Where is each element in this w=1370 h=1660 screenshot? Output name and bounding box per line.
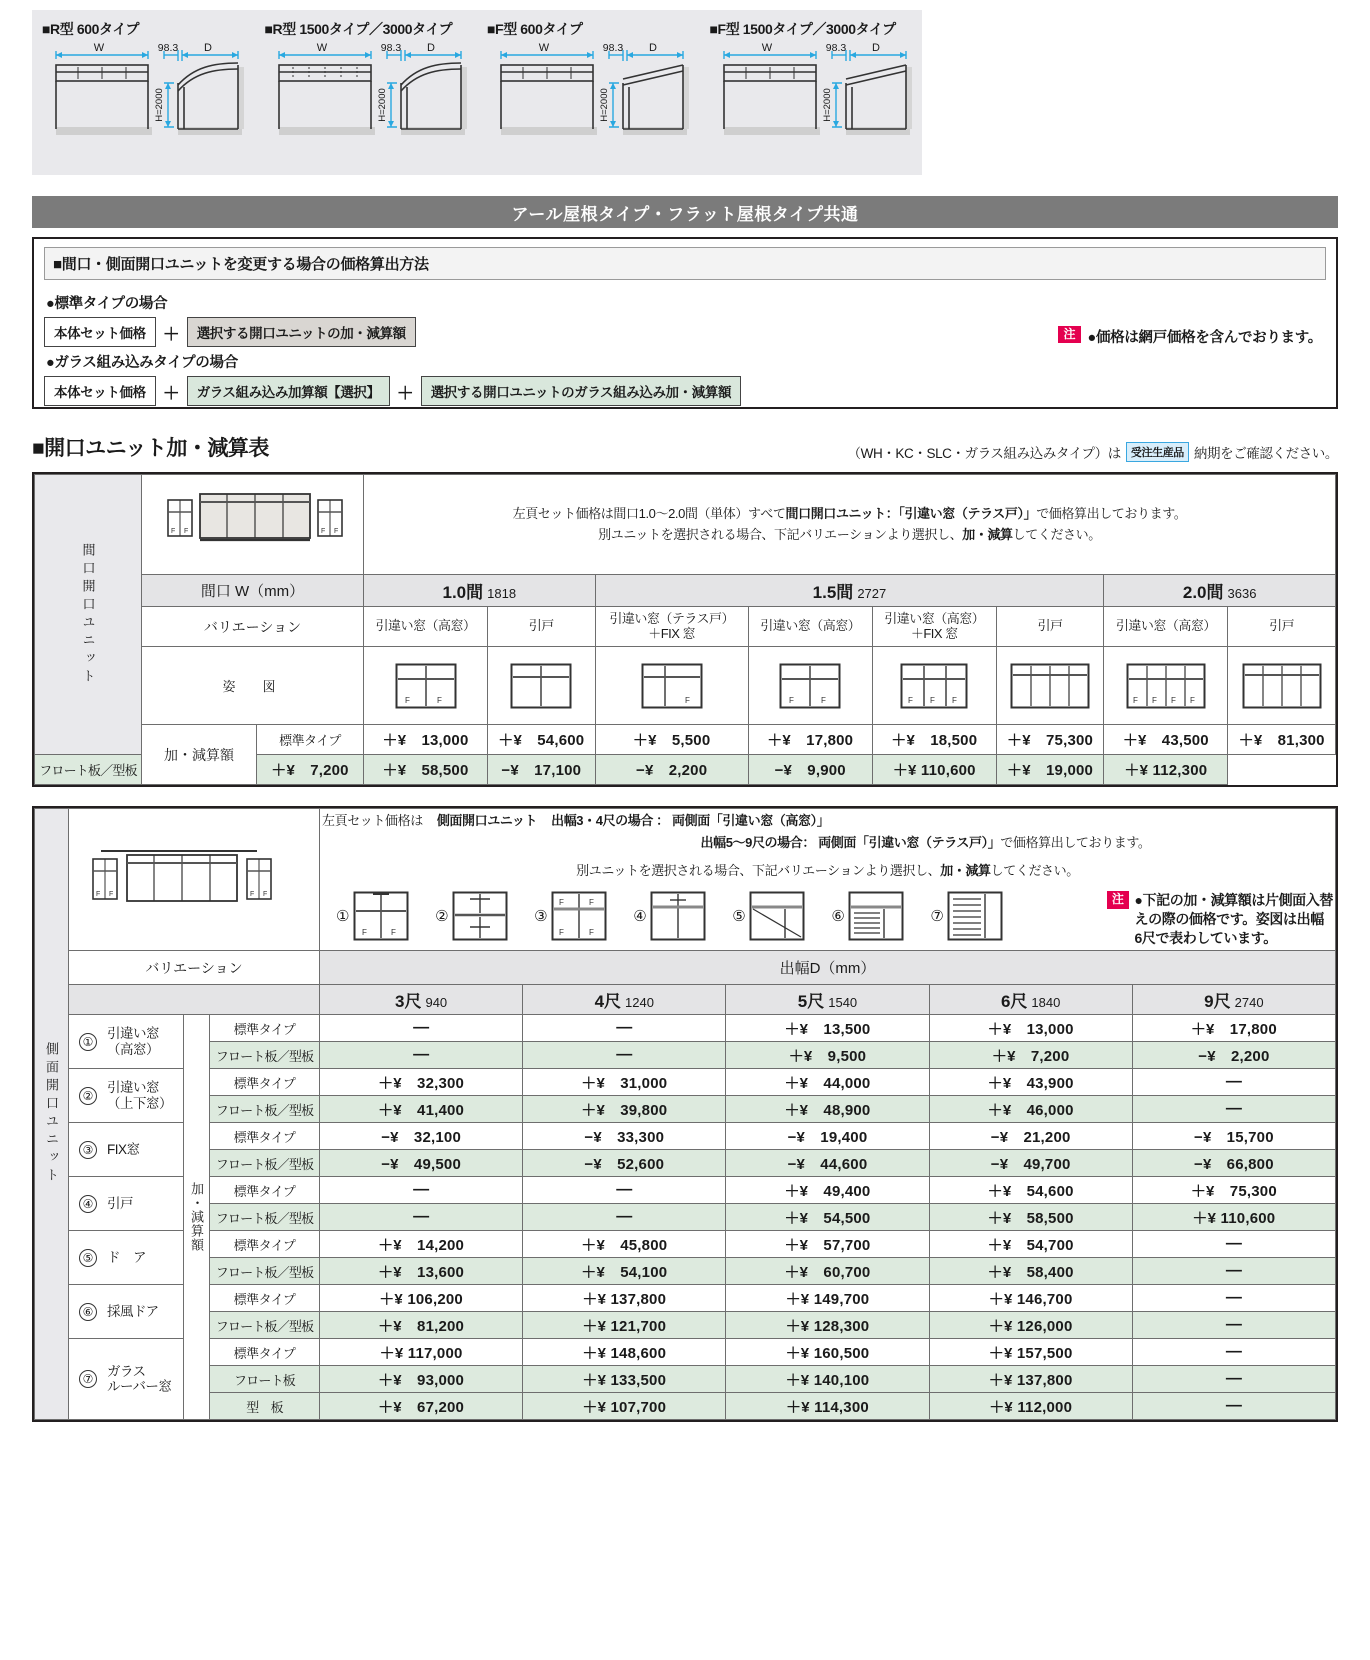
price-cell: ＋¥ 140,100 xyxy=(726,1366,929,1393)
depth-value-5: 9尺 2740 xyxy=(1132,985,1335,1015)
svg-text:F: F xyxy=(559,898,564,908)
side-desc-line-3: 別ユニットを選択される場合、下記バリエーションより選択し、加・減算してください。 xyxy=(576,863,1079,879)
side-variation-5 xyxy=(732,891,805,941)
side-group-6 xyxy=(69,1285,184,1339)
price-cell: ＋¥ 81,300 xyxy=(1228,725,1336,755)
side-unit-note-text: ●下記の加・減算額は片側面入替 えの際の価格です。姿図は出幅 6尺で表わしています。 xyxy=(1134,892,1333,947)
svg-text:F: F xyxy=(321,527,326,535)
price-cell: ＋¥ 43,900 xyxy=(929,1069,1132,1096)
table-row xyxy=(35,1393,1336,1420)
price-cell: ＋¥ 7,200 xyxy=(929,1042,1132,1069)
price-cell: −¥ 32,100 xyxy=(320,1123,523,1150)
price-cell: −¥ 49,500 xyxy=(320,1150,523,1177)
price-cell: ＋¥ 106,200 xyxy=(320,1285,523,1312)
price-row-label: フロート板／型板 xyxy=(210,1150,320,1177)
price-cell: −¥ 66,800 xyxy=(1132,1150,1335,1177)
variation-name-6: 引戸 xyxy=(996,607,1104,647)
svg-text:F: F xyxy=(436,695,442,705)
formula-glass-add: ガラス組み込み加算額【選択】 xyxy=(187,376,390,406)
price-cell: ＋¥ 157,500 xyxy=(929,1339,1132,1366)
banner-title: アール屋根タイプ・フラット屋根タイプ共通 xyxy=(511,204,859,224)
roof-elevation-diagram xyxy=(265,39,472,149)
method-note xyxy=(1058,326,1322,347)
svg-text:F: F xyxy=(109,890,114,898)
price-row-label: フロート板 xyxy=(210,1366,320,1393)
price-cell: ＋¥ 110,600 xyxy=(872,755,996,785)
group-label: 引戸 xyxy=(107,1195,133,1211)
side-variation-1 xyxy=(336,891,409,941)
svg-text:D: D xyxy=(426,42,435,54)
made-to-order-note xyxy=(848,442,1338,462)
note-suffix: 納期をご確認ください。 xyxy=(1193,446,1338,461)
price-cell: ＋¥ 54,700 xyxy=(929,1231,1132,1258)
price-cell: ＋¥ 146,700 xyxy=(929,1285,1132,1312)
price-cell: — xyxy=(1132,1096,1335,1123)
variation-figure-6 xyxy=(996,647,1104,725)
depth-value-3: 5尺 1540 xyxy=(726,985,929,1015)
depth-value-2: 4尺 1240 xyxy=(523,985,726,1015)
variation-name-3: 引違い窓（テラス戸） ＋FIX 窓 xyxy=(595,607,748,647)
side-variation-icons xyxy=(322,891,1003,941)
price-cell: ＋¥ 114,300 xyxy=(726,1393,929,1420)
price-cell: ＋¥ 7,200 xyxy=(257,755,364,785)
price-row-label: 標準タイプ xyxy=(210,1069,320,1096)
svg-text:F: F xyxy=(589,928,594,938)
price-cell: ＋¥ 148,600 xyxy=(523,1339,726,1366)
variation-name-5: 引違い窓（高窓） ＋FIX 窓 xyxy=(872,607,996,647)
roof-type-title: ■F型 600タイプ xyxy=(487,21,583,37)
price-row-label: 標準タイプ xyxy=(210,1285,320,1312)
variation-number: ⑦ xyxy=(930,907,944,925)
table-row xyxy=(35,1096,1336,1123)
table-row xyxy=(35,1231,1336,1258)
roof-type-strip xyxy=(32,10,922,175)
price-cell: ＋¥ 39,800 xyxy=(523,1096,726,1123)
sugata-label: 姿 図 xyxy=(142,647,364,725)
side-variation-6 xyxy=(831,891,904,941)
variation-number: ⑤ xyxy=(732,907,746,925)
price-cell: ＋¥ 41,400 xyxy=(320,1096,523,1123)
price-cell: — xyxy=(1132,1393,1335,1420)
price-cell: — xyxy=(320,1042,523,1069)
variation-name-2: 引戸 xyxy=(488,607,596,647)
svg-text:F: F xyxy=(559,928,564,938)
group-number: ⑦ xyxy=(79,1370,97,1388)
variation-number: ④ xyxy=(633,907,647,925)
price-method-box xyxy=(32,237,1338,409)
svg-text:F: F xyxy=(250,890,255,898)
price-row-label: 標準タイプ xyxy=(210,1123,320,1150)
svg-text:F: F xyxy=(96,890,101,898)
frontage-width-1: 1.0間 1818 xyxy=(364,575,596,607)
svg-text:F: F xyxy=(362,928,367,938)
table-row xyxy=(35,607,1336,647)
price-cell: −¥ 21,200 xyxy=(929,1123,1132,1150)
group-number: ② xyxy=(79,1087,97,1105)
side-unit-table xyxy=(32,806,1338,1422)
variation-number: ③ xyxy=(534,907,548,925)
svg-text:F: F xyxy=(184,527,189,535)
svg-text:98.3: 98.3 xyxy=(602,42,624,54)
svg-text:F: F xyxy=(821,695,827,705)
price-cell: −¥ 49,700 xyxy=(929,1150,1132,1177)
variation-figure-3 xyxy=(595,647,748,725)
svg-text:H=2000: H=2000 xyxy=(599,88,610,122)
price-cell: ＋¥ 107,700 xyxy=(523,1393,726,1420)
made-to-order-badge: 受注生産品 xyxy=(1126,442,1189,462)
desc-line-2: 別ユニットを選択される場合、下記バリエーションより選択し、加・減算してください。 xyxy=(598,526,1101,542)
svg-text:98.3: 98.3 xyxy=(380,42,401,54)
side-desc-line-2: 出幅5～9尺の場合： 両側面「引違い窓（テラス戸）」で価格算出しております。 xyxy=(700,835,1151,851)
frontage-unit-picture xyxy=(142,475,364,575)
table-row xyxy=(35,647,1336,725)
price-cell: — xyxy=(320,1015,523,1042)
svg-text:H=2000: H=2000 xyxy=(821,88,833,122)
formula-base-price-glass: 本体セット価格 xyxy=(44,376,156,406)
price-row-label: 標準タイプ xyxy=(210,1177,320,1204)
table-row xyxy=(35,1150,1336,1177)
price-cell: −¥ 15,700 xyxy=(1132,1123,1335,1150)
price-cell: ＋¥ 14,200 xyxy=(320,1231,523,1258)
depth-row-spacer xyxy=(69,985,320,1015)
side-variation-2 xyxy=(435,891,508,941)
svg-text:W: W xyxy=(316,42,327,54)
price-cell: −¥ 52,600 xyxy=(523,1150,726,1177)
svg-text:W: W xyxy=(93,42,105,54)
price-cell: ＋¥ 160,500 xyxy=(726,1339,929,1366)
roof-elevation-diagram xyxy=(710,39,917,149)
group-label: ド ア xyxy=(107,1249,146,1265)
price-cell: — xyxy=(1132,1258,1335,1285)
price-cell: — xyxy=(523,1177,726,1204)
svg-text:F: F xyxy=(789,695,795,705)
variation-figure-1 xyxy=(364,647,488,725)
table-row xyxy=(35,1366,1336,1393)
price-cell: −¥ 19,400 xyxy=(726,1123,929,1150)
side-desc-line-1: 左頁セット価格は 側面開口ユニット 出幅3・4尺の場合 ： 両側面「引違い窓（高窓）」 xyxy=(322,813,830,828)
depth-value-1: 3尺 940 xyxy=(320,985,523,1015)
glass-type-label: ●ガラス組み込みタイプの場合 xyxy=(46,355,238,371)
price-row-label: 標準タイプ xyxy=(210,1231,320,1258)
price-cell: ＋¥ 121,700 xyxy=(523,1312,726,1339)
price-cell: — xyxy=(1132,1339,1335,1366)
price-cell: — xyxy=(320,1177,523,1204)
plus-sign-2: ＋ xyxy=(162,383,180,403)
price-cell: −¥ 9,900 xyxy=(748,755,872,785)
svg-text:98.3: 98.3 xyxy=(825,42,846,54)
price-cell: ＋¥ 54,100 xyxy=(523,1258,726,1285)
price-cell: ＋¥ 57,700 xyxy=(726,1231,929,1258)
price-cell: ＋¥ 17,800 xyxy=(1132,1015,1335,1042)
price-cell: — xyxy=(320,1204,523,1231)
price-cell: ＋¥ 133,500 xyxy=(523,1366,726,1393)
price-row-label: 型 板 xyxy=(210,1393,320,1420)
price-cell: ＋¥ 112,000 xyxy=(929,1393,1132,1420)
formula-glass-unit-adjust: 選択する開口ユニットのガラス組み込み加・減算額 xyxy=(421,376,741,406)
price-cell: ＋¥ 54,500 xyxy=(726,1204,929,1231)
price-row-label-2: フロート板／型板 xyxy=(35,755,142,785)
svg-text:F: F xyxy=(930,695,936,705)
variation-figure-7 xyxy=(1104,647,1228,725)
group-label: ガラス ルーバー窓 xyxy=(107,1363,172,1395)
table-row xyxy=(35,725,1336,755)
variation-figure-8 xyxy=(1228,647,1336,725)
note-prefix: （WH・KC・SLC・ガラス組み込みタイプ）は xyxy=(847,446,1121,461)
price-cell: ＋¥ 117,000 xyxy=(320,1339,523,1366)
method-note-text: ●価格は網戸価格を含んでおります。 xyxy=(1087,330,1322,346)
price-cell: ＋¥ 93,000 xyxy=(320,1366,523,1393)
price-row-label: フロート板／型板 xyxy=(210,1258,320,1285)
group-label: 引違い窓 （高窓） xyxy=(107,1026,159,1057)
svg-text:F: F xyxy=(263,890,268,898)
price-cell: ＋¥ 58,400 xyxy=(929,1258,1132,1285)
price-cell: −¥ 2,200 xyxy=(1132,1042,1335,1069)
svg-text:W: W xyxy=(761,42,772,54)
frontage-w-label: 間口 W（mm） xyxy=(142,575,364,607)
side-group-5 xyxy=(69,1231,184,1285)
section-banner xyxy=(32,196,1338,228)
frontage-width-2: 1.5間 2727 xyxy=(595,575,1104,607)
frontage-unit-side-label: 間口開口ユニット xyxy=(35,475,142,755)
svg-text:F: F xyxy=(171,527,176,535)
roof-elevation-diagram xyxy=(42,39,249,149)
roof-type-title: ■R型 600タイプ xyxy=(42,21,140,37)
depth-header: 出幅D（mm） xyxy=(320,951,1336,985)
variation-figure-5 xyxy=(872,647,996,725)
price-cell: ＋¥ 48,900 xyxy=(726,1096,929,1123)
roof-type-2 xyxy=(255,10,478,175)
group-label: 引違い窓 （上下窓） xyxy=(107,1080,172,1111)
variation-name-1: 引違い窓（高窓） xyxy=(364,607,488,647)
price-cell: — xyxy=(1132,1312,1335,1339)
group-number: ③ xyxy=(79,1141,97,1159)
price-cell: ＋¥ 46,000 xyxy=(929,1096,1132,1123)
table-row xyxy=(35,951,1336,985)
price-cell: ＋¥ 54,600 xyxy=(488,725,596,755)
price-cell: ＋¥ 75,300 xyxy=(996,725,1104,755)
side-group-7 xyxy=(69,1339,184,1420)
side-adjust-amount-label: 加・減算額 xyxy=(184,1015,210,1420)
roof-type-4 xyxy=(700,10,923,175)
table-row xyxy=(35,1258,1336,1285)
price-method-heading: ■間口・側面開口ユニットを変更する場合の価格算出方法 xyxy=(44,247,1326,280)
table-row xyxy=(35,1312,1336,1339)
variation-name-4: 引違い窓（高窓） xyxy=(748,607,872,647)
variation-name-7: 引違い窓（高窓） xyxy=(1104,607,1228,647)
side-variation-7 xyxy=(930,891,1003,941)
table-row xyxy=(35,575,1336,607)
price-cell: ＋¥ 110,600 xyxy=(1132,1204,1335,1231)
svg-text:F: F xyxy=(684,695,690,705)
table-row xyxy=(35,1177,1336,1204)
price-cell: ＋¥ 75,300 xyxy=(1132,1177,1335,1204)
svg-text:D: D xyxy=(649,42,657,54)
variation-number: ① xyxy=(336,907,350,925)
group-number: ⑤ xyxy=(79,1249,97,1267)
svg-text:F: F xyxy=(1132,695,1138,705)
plus-sign-3: ＋ xyxy=(396,383,414,403)
side-unit-picture xyxy=(69,809,320,951)
side-group-2 xyxy=(69,1069,184,1123)
note-badge-icon-2: 注 xyxy=(1107,891,1129,908)
note-badge-icon: 注 xyxy=(1058,326,1080,343)
price-cell: ＋¥ 13,000 xyxy=(364,725,488,755)
svg-text:W: W xyxy=(538,42,550,54)
table-row xyxy=(35,1339,1336,1366)
price-cell: ＋¥ 137,800 xyxy=(523,1285,726,1312)
price-row-label: フロート板／型板 xyxy=(210,1312,320,1339)
depth-value-4: 6尺 1840 xyxy=(929,985,1132,1015)
group-number: ⑥ xyxy=(79,1303,97,1321)
variation-figure-2 xyxy=(488,647,596,725)
price-cell: ＋¥ 13,000 xyxy=(929,1015,1132,1042)
price-cell: −¥ 44,600 xyxy=(726,1150,929,1177)
price-cell: ＋¥ 9,500 xyxy=(726,1042,929,1069)
price-cell: ＋¥ 49,400 xyxy=(726,1177,929,1204)
variation-number: ⑥ xyxy=(831,907,845,925)
side-variation-4 xyxy=(633,891,706,941)
price-cell: ＋¥ 58,500 xyxy=(364,755,488,785)
side-unit-note xyxy=(1107,891,1333,948)
group-label: 採風ドア xyxy=(107,1303,159,1319)
price-cell: ＋¥ 32,300 xyxy=(320,1069,523,1096)
price-cell: ＋¥ 19,000 xyxy=(996,755,1104,785)
frontage-width-3: 2.0間 3636 xyxy=(1104,575,1336,607)
price-cell: ＋¥ 18,500 xyxy=(872,725,996,755)
table-row xyxy=(35,985,1336,1015)
glass-formula xyxy=(44,376,1326,406)
side-group-3 xyxy=(69,1123,184,1177)
table-row xyxy=(35,475,1336,575)
price-cell: — xyxy=(1132,1069,1335,1096)
svg-text:F: F xyxy=(908,695,914,705)
price-cell: ＋¥ 58,500 xyxy=(929,1204,1132,1231)
svg-text:F: F xyxy=(589,898,594,908)
price-cell: −¥ 17,100 xyxy=(488,755,596,785)
price-cell: ＋¥ 13,500 xyxy=(726,1015,929,1042)
price-cell: ＋¥ 81,200 xyxy=(320,1312,523,1339)
plus-sign: ＋ xyxy=(162,324,180,344)
table-row xyxy=(35,1069,1336,1096)
svg-text:98.3: 98.3 xyxy=(157,42,179,54)
formula-base-price: 本体セット価格 xyxy=(44,317,156,347)
group-number: ① xyxy=(79,1033,97,1051)
table-row xyxy=(35,1204,1336,1231)
price-cell: −¥ 2,200 xyxy=(595,755,748,785)
adjust-amount-label: 加・減算額 xyxy=(142,725,257,785)
svg-text:H=2000: H=2000 xyxy=(376,88,388,122)
svg-text:F: F xyxy=(952,695,958,705)
price-cell: ＋¥ 126,000 xyxy=(929,1312,1132,1339)
roof-type-3 xyxy=(477,10,700,175)
price-cell: ＋¥ 149,700 xyxy=(726,1285,929,1312)
table-row xyxy=(35,1285,1336,1312)
standard-type-label: ●標準タイプの場合 xyxy=(46,296,168,312)
group-label: FIX窓 xyxy=(107,1141,140,1157)
price-row-label: 標準タイプ xyxy=(210,1015,320,1042)
price-cell: — xyxy=(1132,1366,1335,1393)
roof-elevation-diagram xyxy=(487,39,694,149)
side-variation-label: バリエーション xyxy=(69,951,320,985)
formula-unit-adjust: 選択する開口ユニットの加・減算額 xyxy=(187,317,416,347)
price-row-label: フロート板／型板 xyxy=(210,1204,320,1231)
side-variation-3 xyxy=(534,891,607,941)
price-cell: — xyxy=(523,1015,726,1042)
page-title: ■開口ユニット加・減算表 xyxy=(32,437,269,460)
side-group-4 xyxy=(69,1177,184,1231)
price-cell: ＋¥ 60,700 xyxy=(726,1258,929,1285)
price-row-label: 標準タイプ xyxy=(210,1339,320,1366)
price-cell: ＋¥ 5,500 xyxy=(595,725,748,755)
price-cell: ＋¥ 44,000 xyxy=(726,1069,929,1096)
price-cell: ＋¥ 43,500 xyxy=(1104,725,1228,755)
svg-text:F: F xyxy=(1151,695,1157,705)
price-cell: ＋¥ 128,300 xyxy=(726,1312,929,1339)
side-unit-side-label: 側面開口ユニット xyxy=(35,809,69,1420)
price-cell: ＋¥ 112,300 xyxy=(1104,755,1228,785)
variation-name-8: 引戸 xyxy=(1228,607,1336,647)
desc-line-1: 左頁セット価格は間口1.0～2.0間（単体）すべて間口開口ユニット：「引違い窓（テラス戸）」で価格算出しております。 xyxy=(512,506,1187,522)
svg-text:H=2000: H=2000 xyxy=(154,88,165,122)
price-cell: ＋¥ 17,800 xyxy=(748,725,872,755)
price-cell: ＋¥ 67,200 xyxy=(320,1393,523,1420)
table-row xyxy=(35,1123,1336,1150)
table-row xyxy=(35,1015,1336,1042)
price-cell: — xyxy=(523,1204,726,1231)
price-cell: ＋¥ 45,800 xyxy=(523,1231,726,1258)
svg-text:F: F xyxy=(1170,695,1176,705)
price-cell: ＋¥ 13,600 xyxy=(320,1258,523,1285)
side-group-1 xyxy=(69,1015,184,1069)
svg-text:F: F xyxy=(391,928,396,938)
price-cell: — xyxy=(1132,1285,1335,1312)
table-row xyxy=(35,1042,1336,1069)
group-number: ④ xyxy=(79,1195,97,1213)
roof-type-title: ■R型 1500タイプ／3000タイプ xyxy=(264,21,453,37)
price-row-label: フロート板／型板 xyxy=(210,1042,320,1069)
price-cell: — xyxy=(523,1042,726,1069)
price-row-label: フロート板／型板 xyxy=(210,1096,320,1123)
price-cell: ＋¥ 54,600 xyxy=(929,1177,1132,1204)
variation-number: ② xyxy=(435,907,449,925)
table-row xyxy=(35,809,1336,951)
price-cell: ＋¥ 31,000 xyxy=(523,1069,726,1096)
frontage-unit-table xyxy=(32,472,1338,787)
frontage-unit-description xyxy=(364,475,1336,575)
price-cell: −¥ 33,300 xyxy=(523,1123,726,1150)
price-row-label-1: 標準タイプ xyxy=(257,725,364,755)
svg-text:F: F xyxy=(1189,695,1195,705)
price-cell: ＋¥ 137,800 xyxy=(929,1366,1132,1393)
roof-type-1 xyxy=(32,10,255,175)
side-unit-description xyxy=(320,809,1336,951)
roof-type-title: ■F型 1500タイプ／3000タイプ xyxy=(709,21,896,37)
svg-text:F: F xyxy=(404,695,410,705)
variation-label: バリエーション xyxy=(142,607,364,647)
price-cell: — xyxy=(1132,1231,1335,1258)
svg-text:D: D xyxy=(204,42,212,54)
variation-figure-4 xyxy=(748,647,872,725)
svg-text:D: D xyxy=(871,42,880,54)
svg-text:F: F xyxy=(334,527,339,535)
